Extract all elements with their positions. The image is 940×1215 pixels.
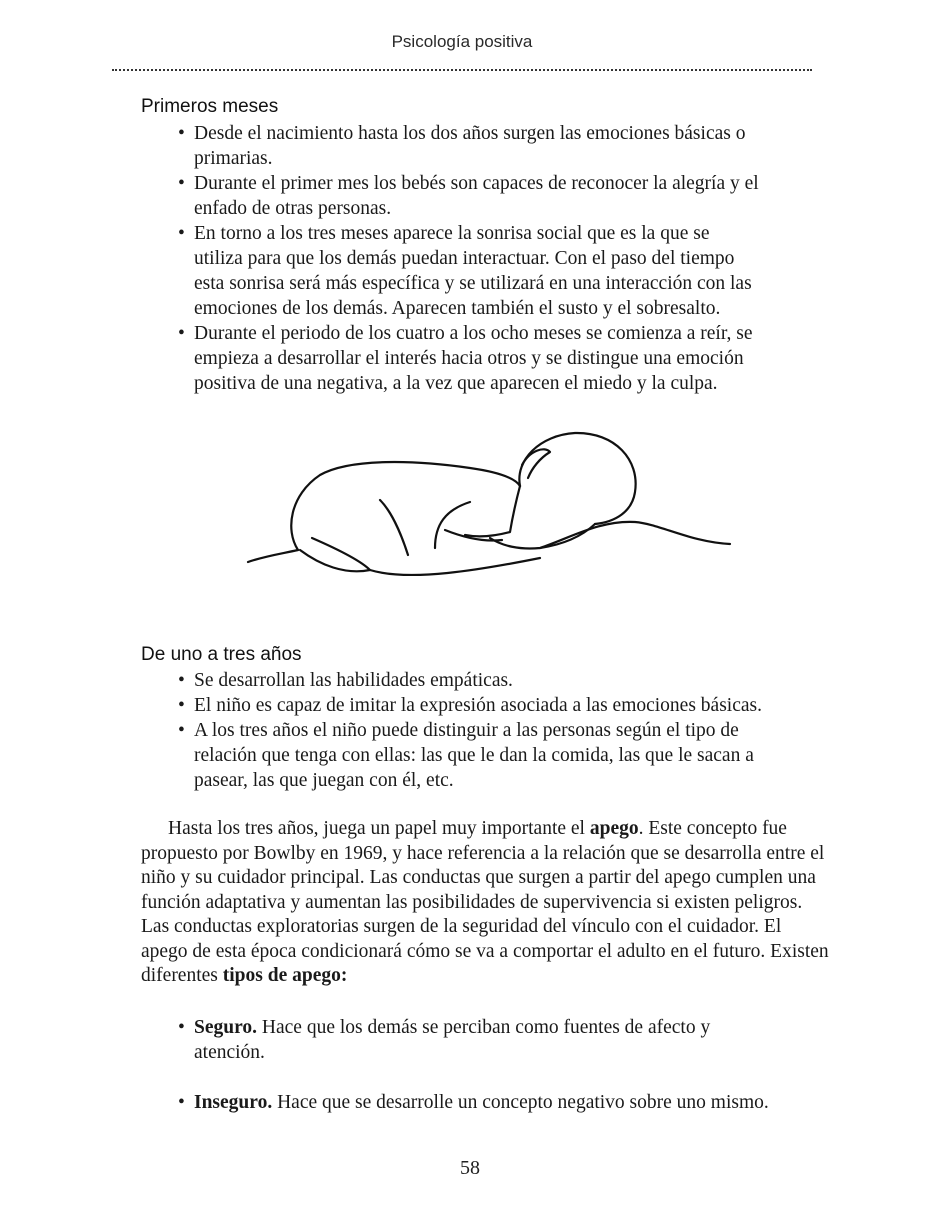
list-item (176, 1015, 710, 1065)
attachment-description: Hace que se desarrolle un concepto negativo sobre uno mismo. (272, 1092, 769, 1113)
list-item (176, 171, 759, 221)
list-item-line (194, 1090, 769, 1115)
list-item-line: • Desde el nacimiento hasta los dos años surgen las emociones básicas o (194, 123, 746, 144)
list-item-line: positiva de una negativa, a la vez que aparecen el miedo y la culpa. (194, 373, 718, 394)
list-item-line: enfado de otras personas. (194, 198, 392, 219)
list-item-line: utiliza para que los demás puedan interactuar. Con el paso del tiempo (194, 248, 735, 269)
list-item-line: emociones de los demás. Aparecen también el susto y el sobresalto. (194, 298, 721, 319)
list-item (176, 668, 762, 693)
body-paragraph-apego (141, 817, 831, 989)
bullet-list-de-uno-a-tres-anos (176, 668, 762, 793)
sleeping-baby-illustration (240, 420, 740, 590)
bullet-list-tipos-de-apego (176, 1015, 710, 1065)
section-heading-primeros-meses: Primeros meses (141, 96, 279, 117)
list-item-line: • El niño es capaz de imitar la expresión asociada a las emociones básicas. (194, 695, 762, 716)
paragraph-bold-term: tipos de apego: (222, 965, 348, 986)
attachment-term: Seguro. (194, 1017, 258, 1038)
paragraph-text: . Este concepto fue propuesto por Bowlby en 1969, y hace referencia a la relación que se desarrolla entre el niño y su cuidador principal. Las conductas que surgen a partir del apego cumplen una función adaptativa y aumentan las posibilidades de supervivencia si existen peligros. Las conductas exploratorias surgen de la seguridad del vínculo con el cuidador. El apego de esta época condicionará cómo se va a comportar el adulto en el futuro. Existen diferentes (141, 818, 829, 986)
page-number: 58 (460, 1157, 480, 1179)
header-divider (112, 69, 812, 71)
list-item-line: primarias. (194, 148, 273, 169)
list-item (176, 221, 759, 321)
list-item-line: • Durante el primer mes los bebés son capaces de reconocer la alegría y el (194, 173, 759, 194)
paragraph-text: Hasta los tres años, juega un papel muy importante el (168, 818, 590, 839)
list-item (176, 718, 762, 793)
list-item-line: relación que tenga con ellas: las que le dan la comida, las que le sacan a (194, 745, 754, 766)
list-item-line: • En torno a los tres meses aparece la sonrisa social que es la que se (194, 223, 710, 244)
list-item-line: • Se desarrollan las habilidades empáticas. (194, 670, 513, 691)
attachment-term: Inseguro. (194, 1092, 273, 1113)
list-item-line: atención. (194, 1042, 265, 1063)
list-item-line: • A los tres años el niño puede distinguir a las personas según el tipo de (194, 720, 739, 741)
list-item-line (194, 1015, 710, 1040)
list-item-line: pasear, las que juegan con él, etc. (194, 770, 454, 791)
list-item (176, 321, 759, 396)
attachment-description: Hace que los demás se perciban como fuentes de afecto y (257, 1017, 711, 1038)
bullet-list-primeros-meses (176, 121, 759, 396)
running-header: Psicología positiva (391, 32, 533, 51)
list-item (176, 121, 759, 171)
section-heading-de-uno-a-tres-anos: De uno a tres años (141, 644, 302, 665)
bullet-list-tipos-de-apego-2 (176, 1090, 769, 1115)
list-item-line: • Durante el periodo de los cuatro a los ocho meses se comienza a reír, se (194, 323, 753, 344)
list-item (176, 1090, 769, 1115)
list-item-line: esta sonrisa será más específica y se utilizará en una interacción con las (194, 273, 752, 294)
list-item-line: empieza a desarrollar el interés hacia otros y se distingue una emoción (194, 348, 744, 369)
paragraph-bold-term: apego (589, 818, 639, 839)
list-item (176, 693, 762, 718)
